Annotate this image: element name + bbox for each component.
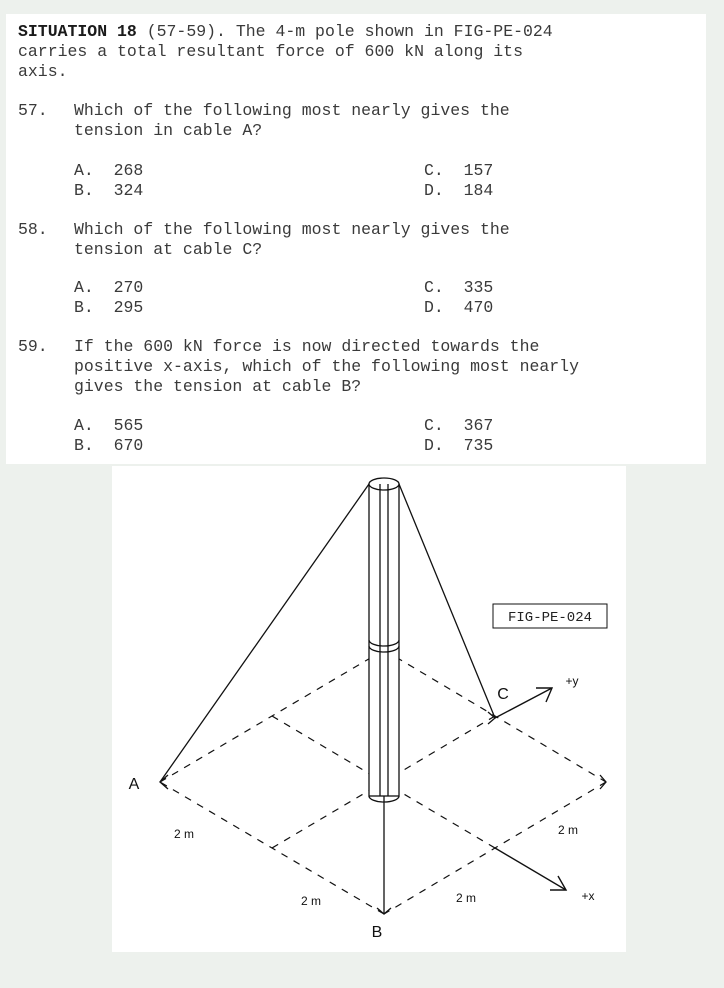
option-letter: D. [424, 436, 444, 455]
situation-line-1 [18, 22, 690, 42]
option-letter: B. [74, 436, 94, 455]
option-a [74, 416, 143, 436]
question-text [74, 337, 688, 397]
question-number: 58. [18, 220, 48, 239]
question-line: positive x-axis, which of the following most nearly [74, 357, 579, 376]
question-line: gives the tension at cable B? [74, 377, 362, 396]
option-c [424, 161, 493, 181]
option-value: 367 [463, 416, 494, 435]
point-a-label: A [128, 776, 140, 793]
point-b-label: B [371, 924, 383, 941]
situation-line-3: axis. [18, 62, 68, 81]
option-b [74, 181, 143, 201]
option-letter: D. [424, 181, 444, 200]
option-c [424, 416, 493, 436]
dimension-bottom-left: 2 m [300, 894, 322, 908]
option-b [74, 298, 143, 318]
figure-panel [112, 466, 626, 952]
option-value: 470 [463, 298, 494, 317]
option-value: 670 [113, 436, 144, 455]
axis-y-label: +y [565, 674, 579, 688]
option-value: 565 [113, 416, 144, 435]
option-letter: B. [74, 181, 94, 200]
option-b [74, 436, 143, 456]
question-line: Which of the following most nearly gives the [74, 101, 510, 120]
option-letter: A. [74, 161, 94, 180]
option-value: 184 [463, 181, 494, 200]
option-a [74, 161, 143, 181]
pole-figure [112, 466, 626, 952]
option-value: 324 [113, 181, 144, 200]
cables [160, 484, 495, 914]
question-line: tension at cable C? [74, 240, 263, 259]
question-number: 59. [18, 337, 48, 356]
question-line: tension in cable A? [74, 121, 263, 140]
question-text [74, 220, 688, 260]
option-letter: C. [424, 161, 444, 180]
axis-x-arrow [495, 848, 566, 890]
option-a [74, 278, 143, 298]
situation-label: SITUATION 18 [18, 22, 137, 41]
question-line: Which of the following most nearly gives the [74, 220, 510, 239]
option-letter: D. [424, 298, 444, 317]
option-c [424, 278, 493, 298]
axis-x-label: +x [581, 889, 595, 903]
point-c-label: C [497, 686, 509, 703]
dimension-right: 2 m [557, 823, 579, 837]
option-value: 268 [113, 161, 144, 180]
option-letter: A. [74, 278, 94, 297]
option-value: 157 [463, 161, 494, 180]
option-value: 735 [463, 436, 494, 455]
situation-line-1-text: (57-59). The 4-m pole shown in FIG-PE-024 [136, 22, 553, 41]
option-value: 295 [113, 298, 144, 317]
question-text [74, 101, 688, 141]
option-d [424, 436, 493, 456]
option-value: 270 [113, 278, 144, 297]
situation-line-2: carries a total resultant force of 600 kN along its [18, 42, 523, 61]
option-d [424, 298, 493, 318]
option-letter: B. [74, 298, 94, 317]
question-line: If the 600 kN force is now directed towards the [74, 337, 540, 356]
option-value: 335 [463, 278, 494, 297]
dimension-bottom-right: 2 m [455, 891, 477, 905]
figure-label: FIG-PE-024 [507, 610, 593, 626]
situation-intro [18, 22, 690, 82]
dimension-left: 2 m [173, 827, 195, 841]
option-letter: C. [424, 278, 444, 297]
pole [369, 478, 399, 802]
option-letter: A. [74, 416, 94, 435]
option-d [424, 181, 493, 201]
option-letter: C. [424, 416, 444, 435]
question-number: 57. [18, 101, 48, 120]
